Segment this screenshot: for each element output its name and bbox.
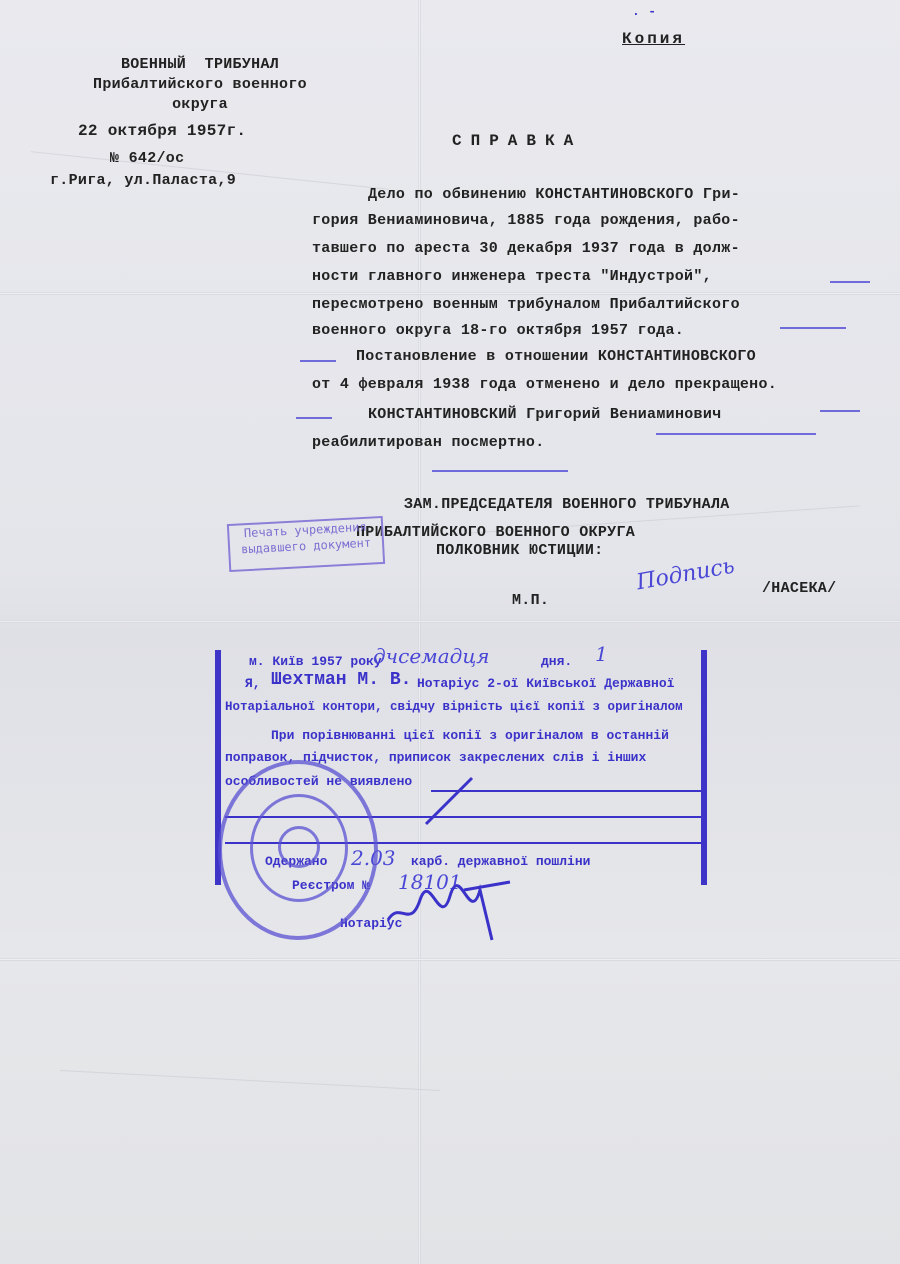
sig-title-line-2: ПРИБАЛТИЙСКОГО ВОЕННОГО ОКРУГА bbox=[356, 524, 636, 541]
notary-line-7a: Одержано bbox=[265, 854, 328, 869]
notary-line-5: поправок, підчисток, приписок закреслених слів і інших bbox=[225, 750, 647, 765]
notary-line-6: особливостей не виявлено bbox=[225, 774, 413, 789]
document-stamp bbox=[227, 516, 385, 572]
notary-line-9: Нотаріус bbox=[340, 916, 403, 931]
ink-dash bbox=[820, 410, 860, 412]
org-line-2: Прибалтийского военного bbox=[93, 76, 307, 93]
body-line-1: Дело по обвинению КОНСТАНТИНОВСКОГО Гри- bbox=[368, 186, 741, 203]
notary-line-1: м. Київ 1957 року bbox=[249, 654, 382, 669]
body-line-7: Постановление в отношении КОНСТАНТИНОВСКОГО bbox=[356, 348, 756, 365]
notary-signature-scribble bbox=[380, 860, 530, 950]
ink-underline bbox=[432, 470, 568, 472]
notary-line-3: Нотаріальної контори, свідчу вірність цієї копії з оригіналом bbox=[225, 700, 683, 714]
ink-dash bbox=[830, 281, 870, 283]
notary-register-handwritten: 18101 bbox=[398, 870, 462, 894]
fold-line-1 bbox=[0, 292, 900, 295]
doc-title: СПРАВКА bbox=[452, 132, 583, 150]
body-line-2: гория Вениаминовича, 1885 года рождения, рабо- bbox=[312, 212, 740, 229]
header-number: № 642/ос bbox=[110, 150, 185, 167]
notary-line-4: При порівнюванні цієї копії з оригіналом в останній bbox=[271, 728, 669, 743]
mp-label: М.П. bbox=[512, 592, 550, 609]
seal-emblem-icon bbox=[278, 826, 320, 868]
stamp-line-1: Печать учреждения bbox=[243, 519, 367, 541]
stamp-line-2: выдавшего документ bbox=[240, 535, 372, 557]
notary-line-2b: Нотаріус 2-ої Київської Державної bbox=[417, 676, 675, 691]
notary-line-2a: Я, bbox=[245, 676, 261, 691]
body-line-6: военного округа 18-го октября 1957 года. bbox=[312, 322, 685, 339]
notary-name: Шехтман М. В. bbox=[271, 670, 412, 690]
notary-line-8a: Реєстром № bbox=[292, 878, 371, 893]
notary-day-handwritten: 1 bbox=[595, 642, 608, 666]
body-line-10: реабилитирован посмертно. bbox=[312, 434, 545, 451]
fold-line-2 bbox=[0, 620, 900, 623]
notary-fee-handwritten: 2.03 bbox=[351, 846, 396, 870]
fold-line-3 bbox=[0, 958, 900, 961]
sig-title-line-3: ПОЛКОВНИК ЮСТИЦИИ: bbox=[436, 542, 604, 559]
body-line-4: ности главного инженера треста "Индустрой", bbox=[312, 268, 712, 285]
org-line-1: ВОЕННЫЙ ТРИБУНАЛ bbox=[120, 56, 280, 73]
handwritten-signature-note: Подпись bbox=[634, 553, 737, 596]
notary-seal bbox=[218, 760, 378, 940]
header-date: 22 октября 1957г. bbox=[78, 122, 247, 140]
ink-dash bbox=[296, 417, 332, 419]
notary-date-handwritten: дчсемадця bbox=[373, 644, 490, 668]
body-line-5: пересмотрено военным трибуналом Прибалтийского bbox=[312, 296, 740, 313]
body-line-3: тавшего по ареста 30 декабря 1937 года в долж- bbox=[312, 240, 740, 257]
paper-crease bbox=[60, 1070, 440, 1091]
org-line-3: округа bbox=[172, 96, 228, 113]
ink-underline bbox=[656, 433, 816, 435]
signer-name: /НАСЕКА/ bbox=[762, 580, 837, 597]
notary-line-1-end: дня. bbox=[541, 654, 573, 669]
copy-label: Копия bbox=[622, 30, 686, 48]
body-line-9: КОНСТАНТИНОВСКИЙ Григорий Вениаминович bbox=[368, 406, 722, 423]
corner-marks: . - bbox=[632, 4, 657, 19]
header-address: г.Рига, ул.Паласта,9 bbox=[50, 172, 237, 189]
ink-dash bbox=[300, 360, 336, 362]
body-line-8: от 4 февраля 1938 года отменено и дело прекращено. bbox=[312, 376, 778, 393]
sig-title-line-1: ЗАМ.ПРЕДСЕДАТЕЛЯ ВОЕННОГО ТРИБУНАЛА bbox=[404, 496, 730, 513]
pen-stroke-mark bbox=[420, 770, 480, 830]
ink-dash bbox=[780, 327, 846, 329]
notary-line-7b: карб. державної пошліни bbox=[411, 854, 591, 869]
